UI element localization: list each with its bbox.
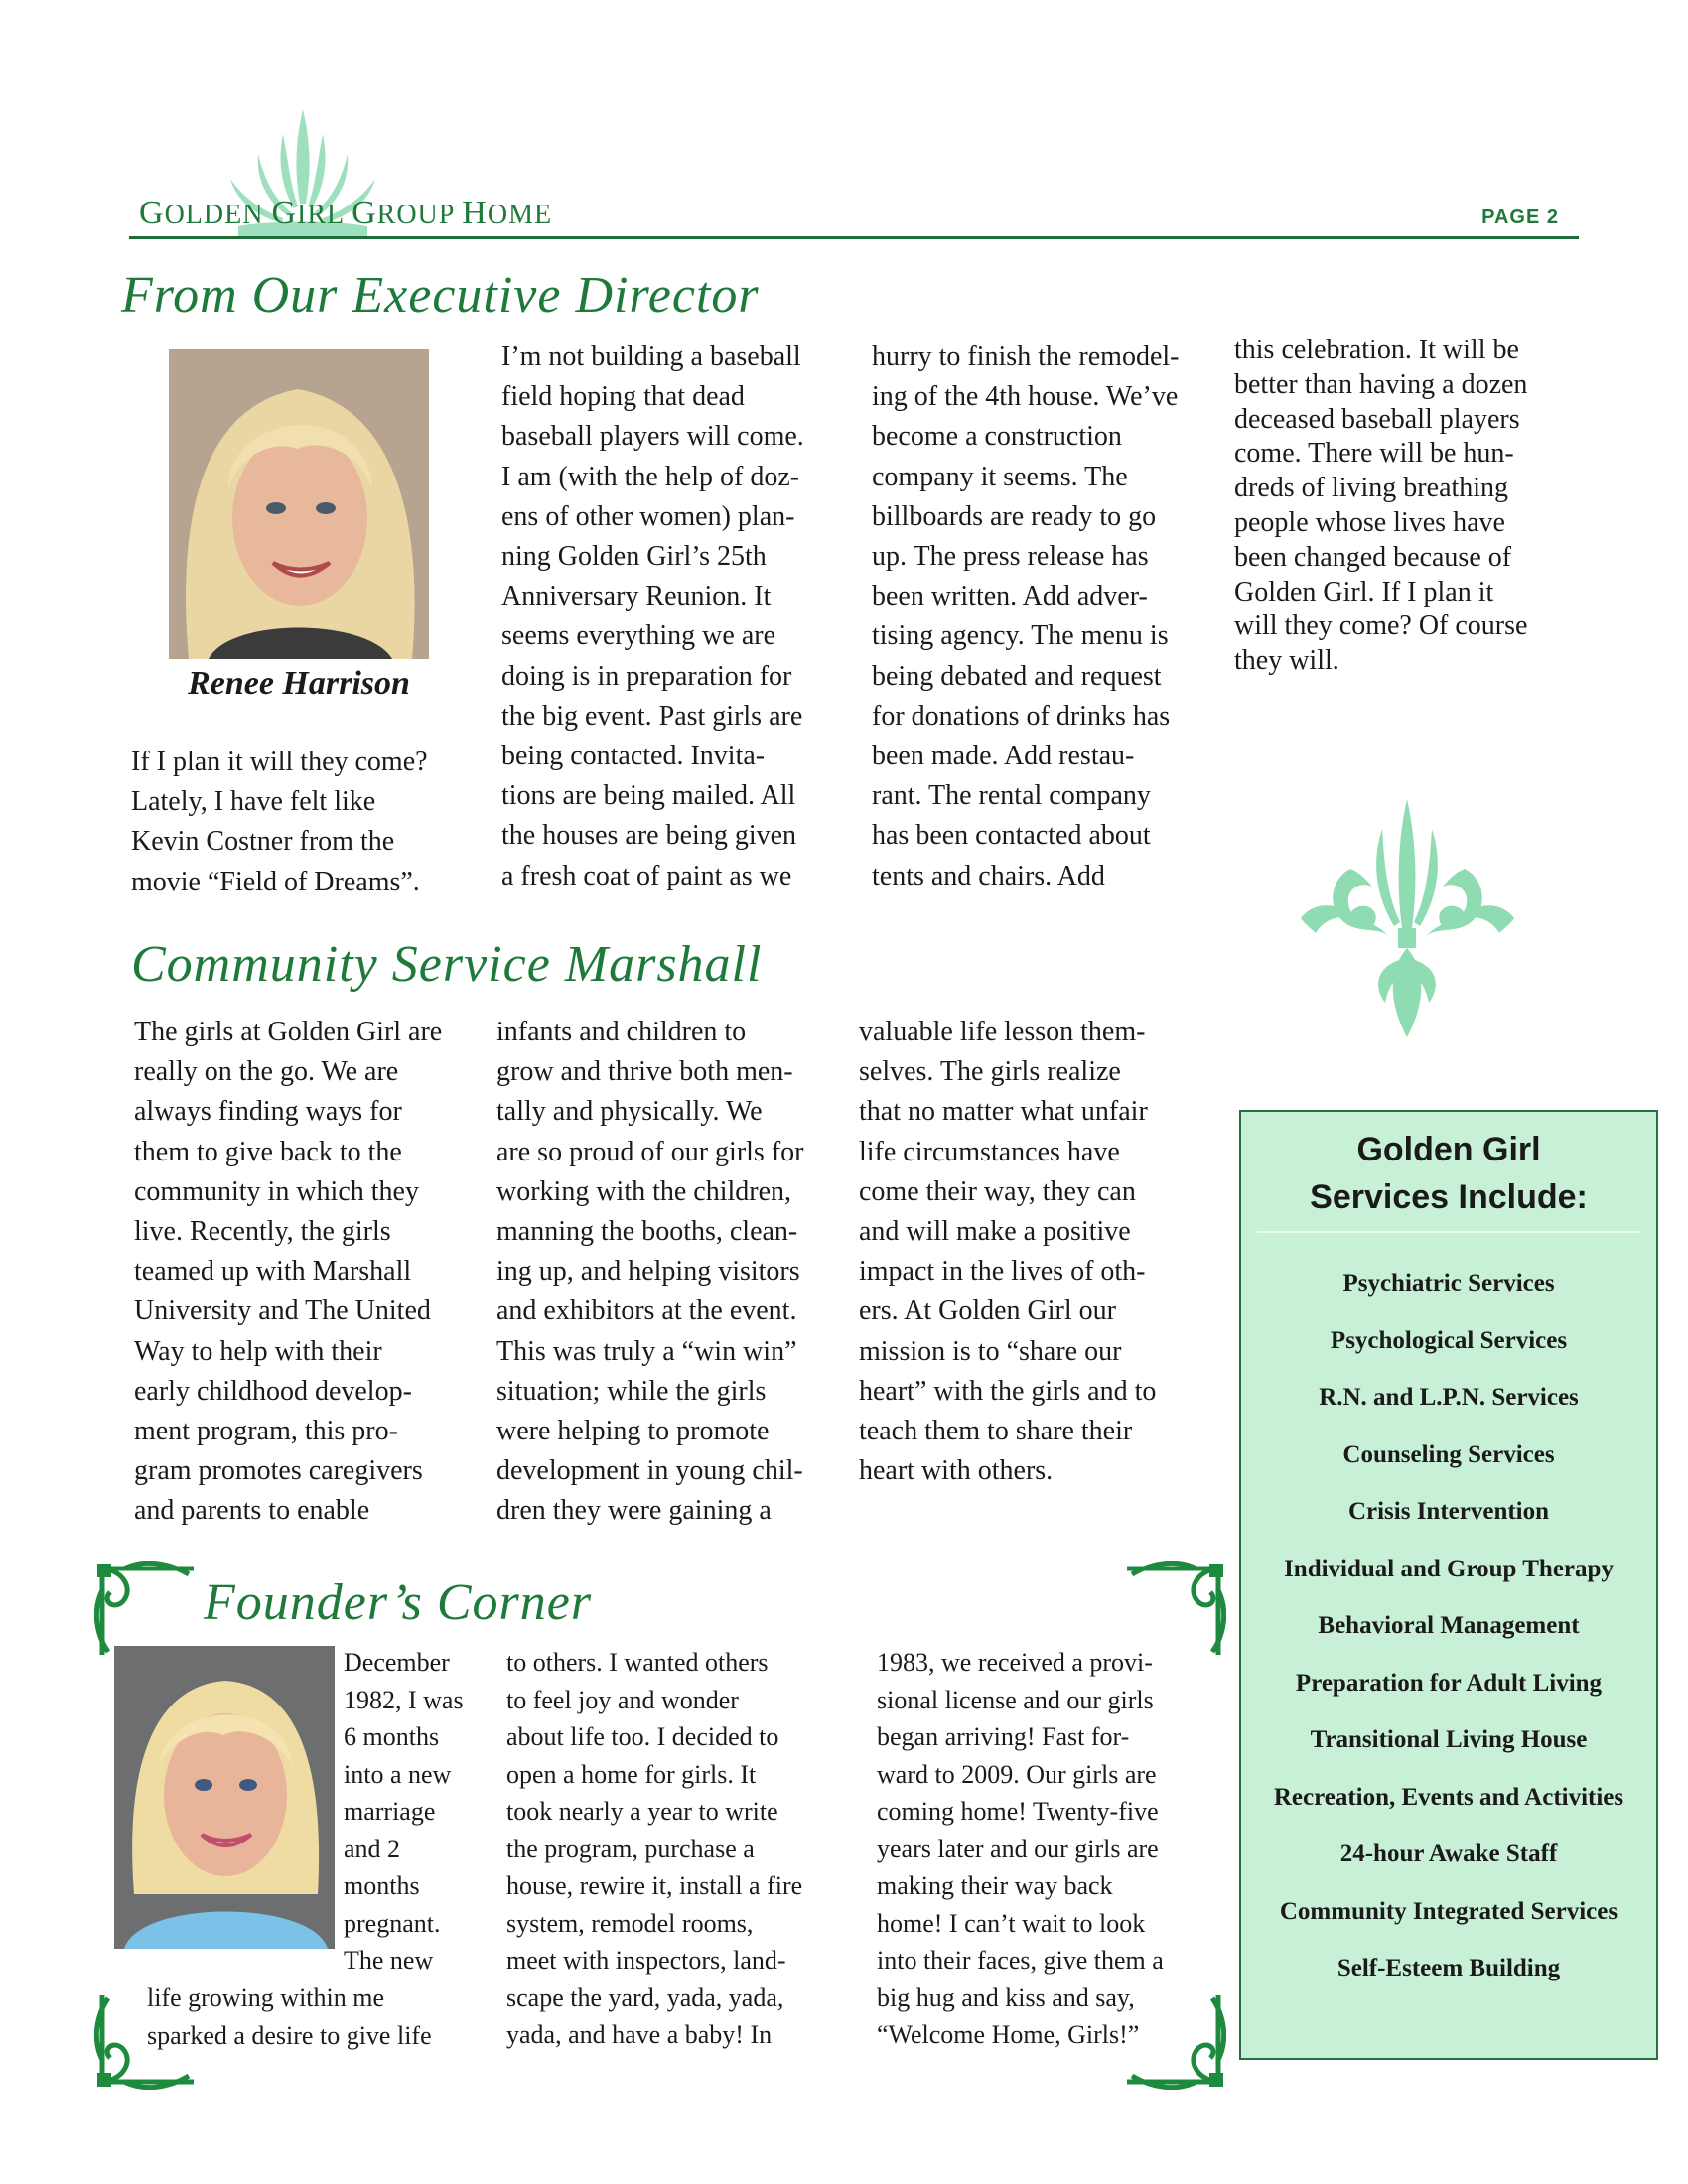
text-line: life growing within me: [147, 1983, 385, 2012]
text-line: The girls at Golden Girl are: [134, 1017, 443, 1047]
text-line: them to give back to the: [134, 1136, 402, 1167]
service-item: Behavioral Management: [1318, 1612, 1580, 1639]
service-item: Community Integrated Services: [1279, 1897, 1618, 1925]
text-line: rant. The rental company: [872, 780, 1151, 812]
text-line: meet with inspectors, land-: [506, 1946, 786, 1975]
text-line: took nearly a year to write: [506, 1797, 778, 1826]
text-line: University and The United: [134, 1296, 431, 1327]
service-item: 24-hour Awake Staff: [1339, 1841, 1558, 1867]
text-line: sparked a desire to give life: [147, 2020, 432, 2050]
text-line: people whose lives have: [1234, 506, 1505, 538]
text-line: been changed because of: [1234, 541, 1512, 573]
text-line: were helping to promote: [496, 1416, 770, 1447]
text-line: years later and our girls are: [877, 1834, 1159, 1863]
text-line: open a home for girls. It: [506, 1759, 757, 1789]
text-line: teamed up with Marshall: [134, 1256, 412, 1288]
text-line: pregnant.: [344, 1908, 441, 1938]
text-line: the program, purchase a: [506, 1834, 755, 1863]
text-line: Golden Girl. If I plan it: [1234, 576, 1494, 608]
text-line: If I plan it will they come?: [131, 747, 428, 777]
community-column-3: [859, 1013, 1216, 1491]
text-line: selves. The girls realize: [859, 1056, 1121, 1088]
text-line: to feel joy and wonder: [506, 1685, 739, 1714]
text-line: ens of other women) plan-: [501, 500, 795, 532]
founder-column-1-below: [147, 1979, 494, 2054]
text-line: has been contacted about: [872, 820, 1151, 852]
text-line: and 2: [344, 1834, 401, 1863]
text-line: they will.: [1234, 645, 1339, 677]
text-line: and exhibitors at the event.: [496, 1296, 797, 1327]
text-line: and will make a positive: [859, 1216, 1131, 1248]
service-item: Counseling Services: [1342, 1440, 1555, 1468]
fleur-ornament-icon: [1291, 799, 1524, 1037]
service-item: Crisis Intervention: [1347, 1498, 1550, 1525]
text-line: development in young chil-: [496, 1455, 803, 1487]
text-line: better than having a dozen: [1234, 368, 1528, 400]
text-line: ers. At Golden Girl our: [859, 1296, 1116, 1327]
text-line: tents and chairs. Add: [872, 860, 1105, 891]
text-line: being contacted. Invita-: [501, 741, 766, 772]
text-line: impact in the lives of oth-: [859, 1256, 1146, 1288]
masthead-text: ROUP: [376, 200, 463, 230]
text-line: a fresh coat of paint as we: [501, 860, 792, 891]
masthead-letter: G: [352, 195, 377, 231]
text-line: billboards are ready to go: [872, 500, 1157, 532]
text-line: dreds of living breathing: [1234, 473, 1509, 504]
text-line: always finding ways for: [134, 1096, 402, 1128]
text-line: life circumstances have: [859, 1136, 1120, 1167]
services-divider: [1257, 1231, 1640, 1233]
text-line: heart with others.: [859, 1455, 1054, 1487]
text-line: field hoping that dead: [501, 381, 745, 413]
services-list: [1241, 1269, 1656, 2011]
founder-section-title: Founder’s Corner: [204, 1574, 593, 1631]
text-line: months: [344, 1871, 420, 1900]
text-line: about life too. I decided to: [506, 1722, 779, 1751]
text-line: Kevin Costner from the: [131, 826, 395, 858]
text-line: 6 months: [344, 1722, 440, 1751]
text-line: infants and children to: [496, 1017, 747, 1047]
text-line: system, remodel rooms,: [506, 1908, 754, 1938]
text-line: ning Golden Girl’s 25th: [501, 541, 767, 573]
text-line: for donations of drinks has: [872, 700, 1171, 732]
text-line: really on the go. We are: [134, 1056, 399, 1088]
text-line: become a construction: [872, 421, 1122, 453]
text-line: ment program, this pro-: [134, 1416, 398, 1447]
text-line: “Welcome Home, Girls!”: [877, 2020, 1140, 2049]
text-line: up. The press release has: [872, 541, 1149, 573]
text-line: gram promotes caregivers: [134, 1455, 423, 1487]
founder-photo: [114, 1646, 335, 1949]
text-line: I’m not building a baseball: [501, 341, 801, 372]
text-line: grow and thrive both men-: [496, 1056, 793, 1088]
director-column-1: [131, 743, 469, 902]
director-photo: [169, 349, 429, 659]
community-section-title: Community Service Marshall: [131, 936, 763, 993]
service-item: Preparation for Adult Living: [1295, 1669, 1603, 1697]
text-line: home! I can’t wait to look: [877, 1908, 1146, 1938]
services-title: [1241, 1126, 1656, 1221]
text-line: will they come? Of course: [1234, 611, 1528, 642]
text-line: scape the yard, yada, yada,: [506, 1982, 784, 2012]
text-line: house, rewire it, install a fire: [506, 1871, 803, 1900]
text-line: began arriving! Fast for-: [877, 1722, 1130, 1751]
founder-column-3: [877, 1644, 1219, 2054]
text-line: situation; while the girls: [496, 1375, 767, 1407]
text-line: to others. I wanted others: [506, 1648, 769, 1677]
text-line: ing up, and helping visitors: [496, 1256, 800, 1288]
text-line: marriage: [344, 1797, 436, 1826]
text-line: coming home! Twenty-five: [877, 1797, 1159, 1826]
masthead: [139, 195, 552, 232]
director-column-3: [872, 338, 1224, 896]
text-line: movie “Field of Dreams”.: [131, 866, 420, 897]
text-line: December: [344, 1648, 450, 1677]
text-line: ing of the 4th house. We’ve: [872, 381, 1179, 413]
page-number: PAGE 2: [1481, 206, 1559, 228]
text-line: company it seems. The: [872, 461, 1128, 492]
service-item: Self-Esteem Building: [1336, 1955, 1561, 1981]
masthead-text: OLDEN: [164, 200, 272, 230]
text-line: tions are being mailed. All: [501, 780, 796, 812]
founder-column-1-beside: [344, 1644, 492, 1979]
text-line: 1982, I was: [344, 1685, 464, 1714]
text-line: teach them to share their: [859, 1416, 1133, 1447]
text-line: been made. Add restau-: [872, 741, 1135, 772]
text-line: seems everything we are: [501, 620, 775, 652]
text-line: Lately, I have felt like: [131, 786, 376, 818]
masthead-text: IRL: [297, 200, 352, 230]
text-line: sional license and our girls: [877, 1685, 1154, 1714]
corner-flourish-icon: [94, 1561, 204, 1660]
text-line: 1983, we received a provi-: [877, 1648, 1153, 1677]
director-section-title: From Our Executive Director: [121, 267, 760, 324]
text-line: come their way, they can: [859, 1175, 1136, 1207]
service-item: Individual and Group Therapy: [1284, 1555, 1614, 1582]
text-line: tally and physically. We: [496, 1096, 763, 1128]
text-line: into their faces, give them a: [877, 1946, 1164, 1975]
text-line: Anniversary Reunion. It: [501, 581, 772, 613]
service-item: Recreation, Events and Activities: [1273, 1783, 1624, 1811]
text-line: come. There will be hun-: [1234, 438, 1514, 470]
text-line: big hug and kiss and say,: [877, 1982, 1135, 2012]
text-line: early childhood develop-: [134, 1375, 412, 1407]
director-column-4: [1234, 334, 1592, 679]
text-line: hurry to finish the remodel-: [872, 341, 1180, 372]
services-title-line: Golden Girl: [1356, 1131, 1541, 1168]
text-line: heart” with the girls and to: [859, 1375, 1157, 1407]
community-column-2: [496, 1013, 849, 1532]
service-item: Psychological Services: [1330, 1326, 1568, 1354]
service-item: Transitional Living House: [1310, 1726, 1588, 1753]
text-line: community in which they: [134, 1175, 419, 1207]
text-line: I am (with the help of doz-: [501, 461, 800, 492]
text-line: making their way back: [877, 1871, 1113, 1900]
text-line: live. Recently, the girls: [134, 1216, 391, 1248]
masthead-letter: G: [139, 195, 165, 231]
text-line: the big event. Past girls are: [501, 700, 803, 732]
text-line: The new: [344, 1946, 434, 1975]
community-column-1: [134, 1013, 482, 1532]
text-line: working with the children,: [496, 1175, 792, 1207]
text-line: into a new: [344, 1759, 452, 1789]
text-line: manning the booths, clean-: [496, 1216, 798, 1248]
masthead-letter: G: [271, 195, 297, 231]
text-line: ward to 2009. Our girls are: [877, 1759, 1157, 1789]
text-line: doing is in preparation for: [501, 660, 792, 692]
masthead-letter: H: [462, 195, 488, 231]
text-line: valuable life lesson them-: [859, 1017, 1146, 1047]
text-line: Way to help with their: [134, 1335, 382, 1367]
text-line: dren they were gaining a: [496, 1495, 772, 1527]
text-line: mission is to “share our: [859, 1335, 1122, 1367]
text-line: deceased baseball players: [1234, 403, 1520, 435]
text-line: This was truly a “win win”: [496, 1335, 797, 1367]
text-line: and parents to enable: [134, 1495, 370, 1527]
header-divider: [129, 236, 1579, 239]
text-line: yada, and have a baby! In: [506, 2020, 773, 2049]
director-column-2: [501, 338, 854, 896]
text-line: are so proud of our girls for: [496, 1136, 804, 1167]
text-line: this celebration. It will be: [1234, 335, 1519, 365]
masthead-text: OME: [487, 200, 553, 230]
text-line: been written. Add adver-: [872, 581, 1148, 613]
text-line: that no matter what unfair: [859, 1096, 1148, 1128]
text-line: being debated and request: [872, 660, 1162, 692]
services-box: [1239, 1110, 1658, 2060]
service-item: R.N. and L.P.N. Services: [1319, 1384, 1579, 1411]
photo-caption: Renee Harrison: [188, 665, 410, 702]
services-title-line: Services Include:: [1310, 1178, 1588, 1216]
text-line: the houses are being given: [501, 820, 797, 852]
text-line: baseball players will come.: [501, 421, 804, 453]
service-item: Psychiatric Services: [1342, 1270, 1555, 1297]
founder-column-2: [506, 1644, 849, 2054]
text-line: tising agency. The menu is: [872, 620, 1169, 652]
